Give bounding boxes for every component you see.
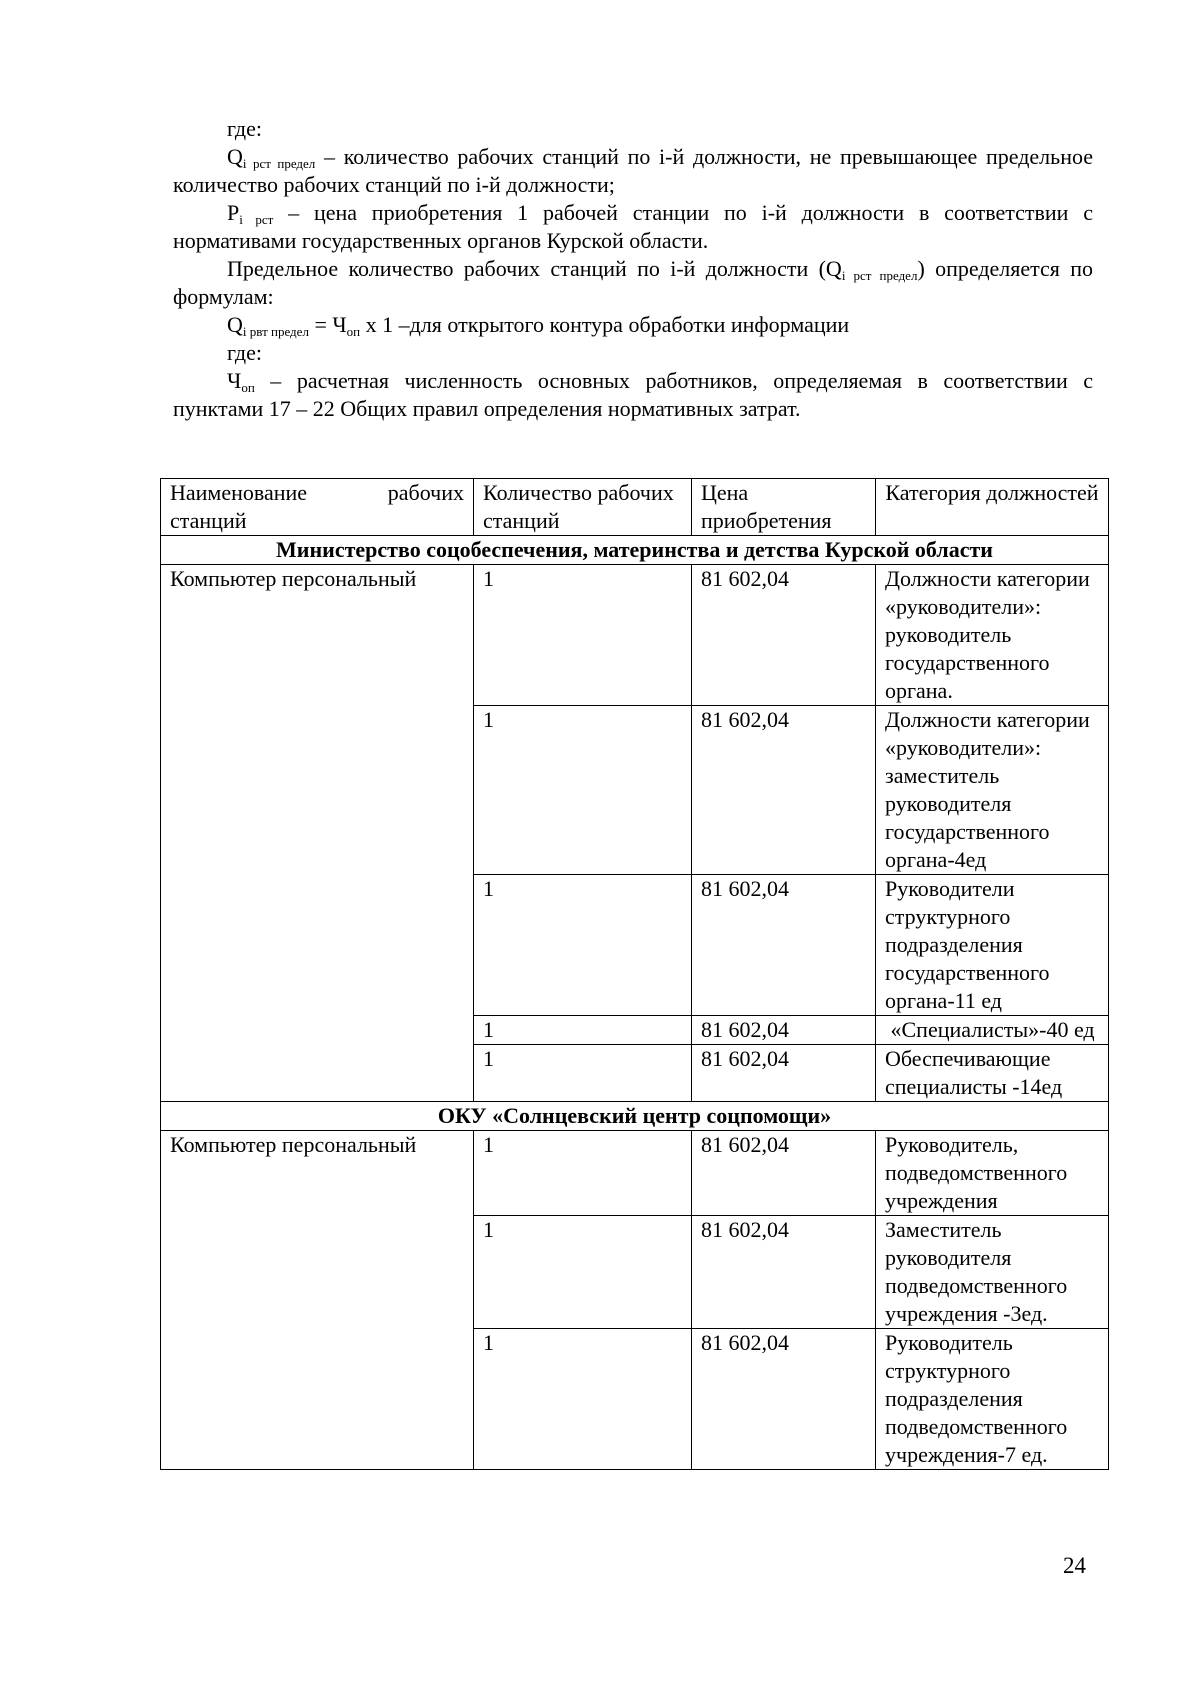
qty-cell: 1 (474, 1216, 692, 1329)
formula-operator: = Ч (308, 312, 347, 337)
intro-limit-sentence (173, 255, 1093, 311)
category-cell: Руководители структурного подразделения государственного органа-11 ед (876, 875, 1109, 1016)
formula-subscript: i рст (239, 212, 274, 227)
table-header-row (161, 479, 1109, 536)
formula-subscript: i рст предел (841, 268, 918, 283)
qty-cell: 1 (474, 875, 692, 1016)
price-cell: 81 602,04 (692, 1045, 876, 1102)
formula-subscript: оп (241, 380, 255, 395)
category-cell: Должности категории «руководители»: руководитель государственного органа. (876, 565, 1109, 706)
intro-where-2 (173, 339, 1093, 367)
qty-cell: 1 (474, 1329, 692, 1470)
category-cell: «Специалисты»-40 ед (876, 1016, 1109, 1045)
sentence-text: Предельное количество рабочих станций по i-й должности (Q (227, 256, 842, 281)
section-row (161, 1102, 1109, 1131)
category-cell: Руководитель структурного подразделения подведомственного учреждения-7 ед. (876, 1329, 1109, 1470)
intro-formula (173, 311, 1093, 339)
formula-subscript: i рст предел (242, 156, 316, 171)
formula-var: Q (227, 144, 243, 169)
price-cell: 81 602,04 (692, 1216, 876, 1329)
price-cell: 81 602,04 (692, 1016, 876, 1045)
header-name: Наименование рабочих станций (161, 479, 474, 536)
where-label: где: (227, 116, 262, 141)
formula-subscript: i рвт предел (242, 324, 309, 339)
item-name: Компьютер персональный (161, 565, 474, 1102)
where-label: где: (227, 340, 262, 365)
qty-cell: 1 (474, 1045, 692, 1102)
workstations-table (160, 478, 1109, 1470)
formula-var: P (227, 200, 240, 225)
formula-text: х 1 –для открытого контура обработки информации (360, 312, 850, 337)
item-name: Компьютер персональный (161, 1131, 474, 1470)
sentence-text: ) определяется по формулам: (173, 256, 1094, 309)
section-title: ОКУ «Солнцевский центр соцпомощи» (161, 1102, 1109, 1131)
qty-cell: 1 (474, 565, 692, 706)
category-cell: Руководитель, подведомственного учреждения (876, 1131, 1109, 1216)
table-row (161, 1131, 1109, 1216)
header-price: Цена приобретения (692, 479, 876, 536)
category-cell: Должности категории «руководители»: заместитель руководителя государственного органа-4ед (876, 706, 1109, 875)
category-cell: Заместитель руководителя подведомственного учреждения -3ед. (876, 1216, 1109, 1329)
intro-definition-p (173, 199, 1093, 255)
formula-subscript: оп (346, 324, 361, 339)
definition-text: – количество рабочих станций по i-й должности, не превышающее предельное количество рабочих станций по i-й должности; (173, 144, 1093, 197)
qty-cell: 1 (474, 1131, 692, 1216)
header-category: Категория должностей (876, 479, 1109, 536)
intro-definition-ch (173, 367, 1093, 423)
qty-cell: 1 (474, 706, 692, 875)
page-number: 24 (1063, 1553, 1086, 1578)
definition-text: – цена приобретения 1 рабочей станции по i-й должности в соответствии с нормативами государственных органов Курской области. (173, 200, 1093, 253)
formula-var: Q (227, 312, 243, 337)
definition-text: – расчетная численность основных работников, определяемая в соответствии с пунктами 17 – 22 Общих правил определения нормативных затрат. (173, 368, 1093, 421)
price-cell: 81 602,04 (692, 875, 876, 1016)
section-title: Министерство соцобеспечения, материнства и детства Курской области (161, 536, 1109, 565)
qty-cell: 1 (474, 1016, 692, 1045)
table-row (161, 565, 1109, 706)
price-cell: 81 602,04 (692, 1329, 876, 1470)
intro-definition-q (173, 143, 1093, 199)
intro-text (173, 115, 1093, 423)
price-cell: 81 602,04 (692, 565, 876, 706)
section-row (161, 536, 1109, 565)
formula-var: Ч (227, 368, 242, 393)
price-cell: 81 602,04 (692, 1131, 876, 1216)
category-cell: Обеспечивающие специалисты -14ед (876, 1045, 1109, 1102)
intro-where-1 (173, 115, 1093, 143)
price-cell: 81 602,04 (692, 706, 876, 875)
header-qty: Количество рабочих станций (474, 479, 692, 536)
